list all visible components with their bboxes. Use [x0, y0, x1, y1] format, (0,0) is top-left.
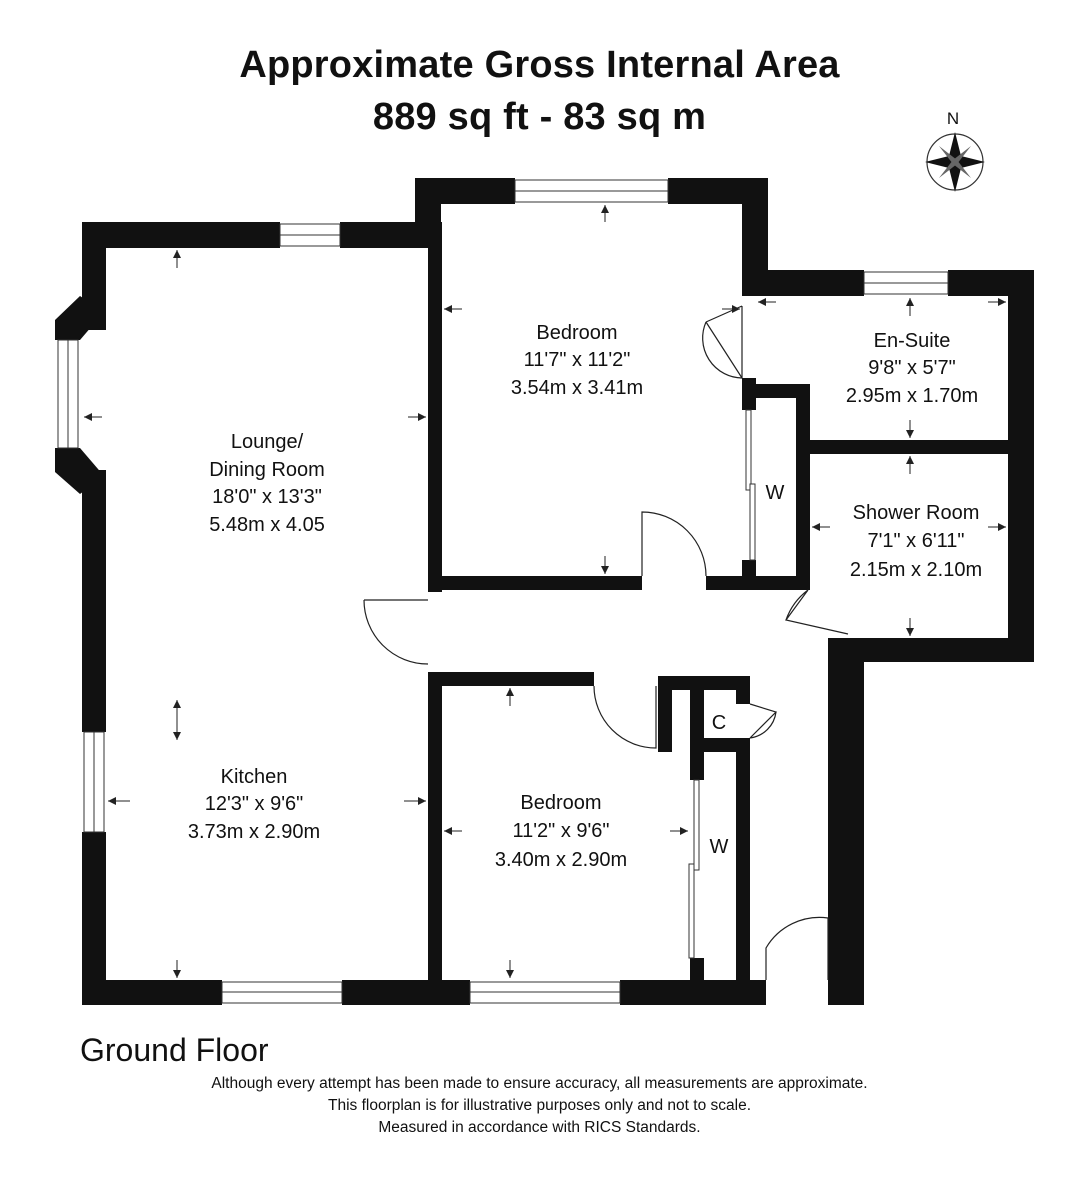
wardrobe-label: W — [765, 482, 785, 504]
room-size-imperial: 11'7" x 11'2" — [523, 349, 631, 371]
room-size-metric: 5.48m x 4.05 — [209, 514, 325, 536]
cupboard-label: C — [711, 712, 727, 734]
room-bedroom-1 — [511, 322, 643, 399]
room-size-imperial: 11'2" x 9'6" — [512, 820, 610, 842]
room-size-metric: 2.15m x 2.10m — [849, 559, 983, 581]
room-name: En-Suite — [873, 330, 951, 352]
room-size-imperial: 18'0" x 13'3" — [212, 486, 322, 508]
room-name: Dining Room — [209, 459, 325, 481]
room-name: Kitchen — [220, 766, 288, 788]
windows — [58, 180, 948, 1003]
wardrobe-label: W — [709, 836, 729, 858]
title-area-label: Approximate Gross Internal Area — [239, 44, 840, 86]
room-size-metric: 2.95m x 1.70m — [845, 385, 979, 407]
compass-north-label: N — [946, 109, 960, 128]
room-size-metric: 3.40m x 2.90m — [494, 849, 628, 871]
room-kitchen — [188, 766, 320, 843]
room-name: Shower Room — [852, 502, 980, 524]
room-en-suite — [846, 330, 978, 407]
room-size-imperial: 9'8" x 5'7" — [868, 357, 956, 379]
room-bedroom-2 — [495, 792, 627, 871]
room-name: Lounge/ — [230, 431, 304, 453]
floor-name: Ground Floor — [80, 1032, 269, 1068]
room-name: Bedroom — [520, 792, 602, 814]
disclaimer-line-2: This floorplan is for illustrative purposes only and not to scale. — [327, 1097, 752, 1114]
room-size-imperial: 7'1" x 6'11" — [867, 530, 965, 552]
disclaimer-line-1: Although every attempt has been made to ensure accuracy, all measurements are approximate. — [211, 1075, 868, 1092]
room-shower-room — [850, 502, 982, 581]
disclaimer-line-3: Measured in accordance with RICS Standards. — [378, 1119, 701, 1136]
room-size-metric: 3.73m x 2.90m — [187, 821, 321, 843]
compass-icon — [925, 109, 985, 192]
room-size-metric: 3.54m x 3.41m — [510, 377, 644, 399]
title-area-value: 889 sq ft - 83 sq m — [372, 96, 707, 138]
room-lounge — [209, 431, 325, 536]
walls — [55, 178, 1034, 1005]
room-size-imperial: 12'3" x 9'6" — [204, 793, 304, 815]
room-name: Bedroom — [536, 322, 618, 344]
